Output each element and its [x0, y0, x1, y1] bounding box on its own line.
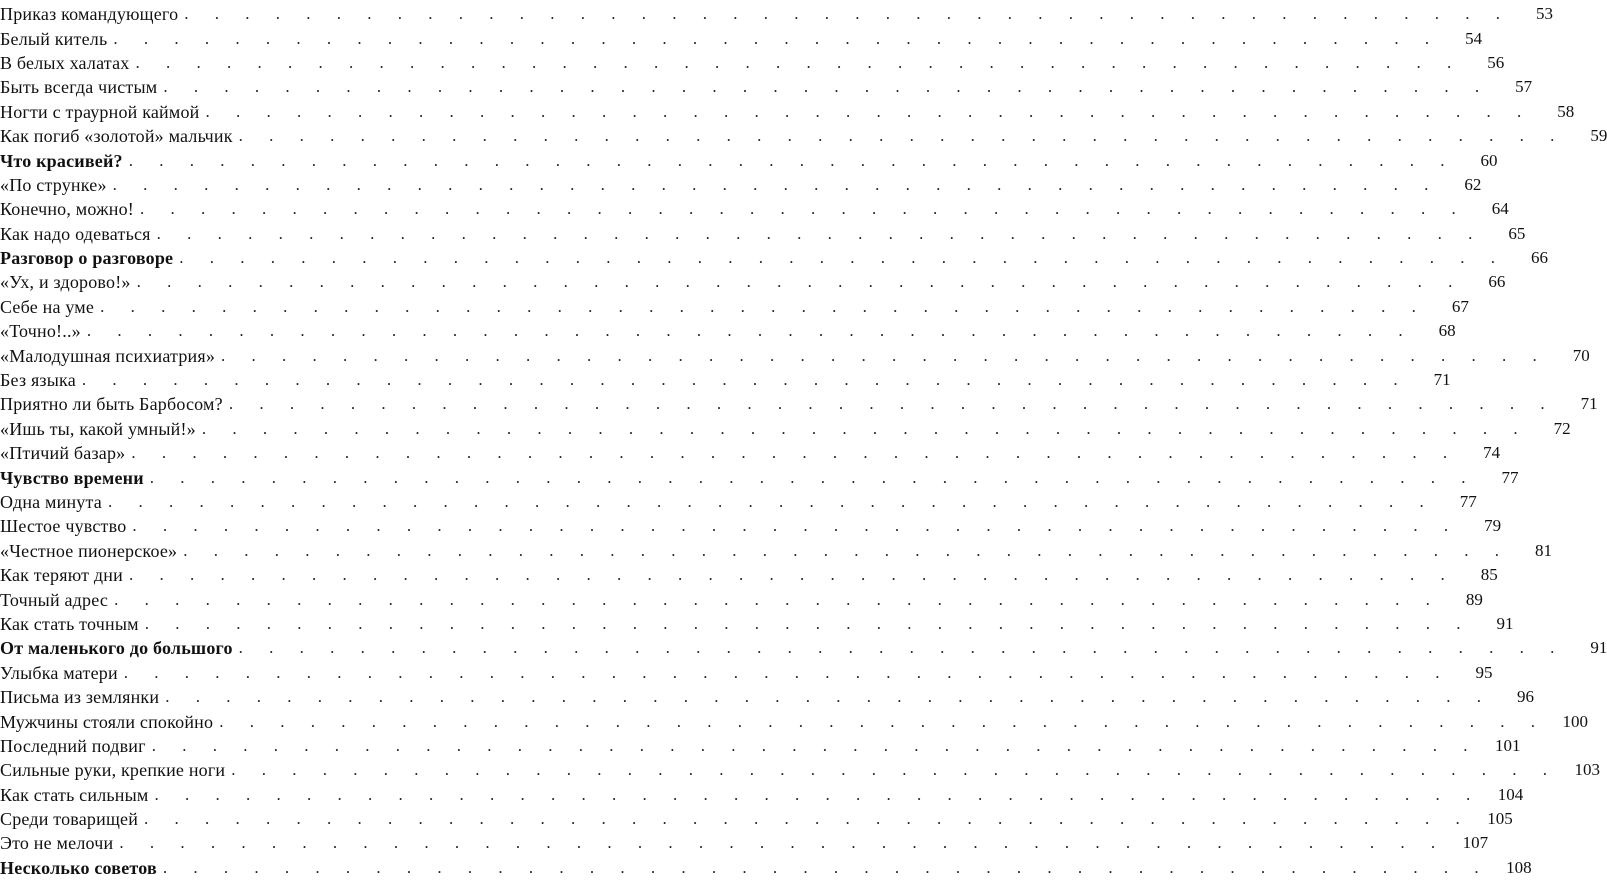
- toc-dot-leader: . . . . . . . . . . . . . . . . . . . . . . . . . . . . . . . . . . . . . . . . . . . .: [154, 784, 1482, 804]
- toc-entry: [0, 26, 1483, 50]
- toc-entry-title: «Честное пионерское»: [0, 540, 178, 561]
- toc-entry: [0, 514, 1502, 538]
- toc-entry: [0, 490, 1477, 514]
- toc-entry: [0, 587, 1483, 611]
- toc-entry-title: Несколько советов: [0, 857, 157, 878]
- toc-entry-title: «Ишь ты, какой умный!»: [0, 418, 196, 439]
- toc-entry: [0, 2, 1554, 26]
- toc-entry: [0, 222, 1526, 246]
- toc-entry: [0, 831, 1489, 855]
- toc-entry-title: Чувство времени: [0, 467, 144, 488]
- toc-entry-title: Ногти с траурной каймой: [0, 101, 200, 122]
- toc-page-number: 77: [1459, 492, 1477, 511]
- toc-dot-leader: . . . . . . . . . . . . . . . . . . . . . . . . . . . . . . . . . . . . . . . . . . . .: [163, 77, 1491, 97]
- toc-dot-leader: . . . . . . . . . . . . . . . . . . . . . . . . . . . . . . . . . . . . . . . . . . . .: [165, 687, 1492, 707]
- toc-section-heading: [0, 148, 1498, 172]
- toc-dot-leader: . . . . . . . . . . . . . . . . . . . . . . . . . . . . . . . . . . . . . . . . . . . .: [81, 370, 1409, 390]
- toc-dot-leader: . . . . . . . . . . . . . . . . . . . . . . . . . . . . . . . . . . . . . . . . . . . .: [238, 638, 1566, 658]
- toc-entry-title: «Ух, и здорово!»: [0, 272, 131, 293]
- toc-dot-leader: . . . . . . . . . . . . . . . . . . . . . . . . . . . . . . . . . . . . . . . . . . . .: [119, 833, 1447, 853]
- toc-page-number: 100: [1562, 711, 1588, 731]
- toc-page-number: 77: [1501, 467, 1519, 487]
- toc-entry-title: Сильные руки, крепкие ноги: [0, 760, 226, 781]
- toc-page-number: 108: [1506, 857, 1532, 877]
- toc-dot-leader: . . . . . . . . . . . . . . . . . . . . . . . . . . . . . . . . . . . . . . . . . . . .: [100, 296, 1427, 316]
- toc-entry-title: Среди товарищей: [0, 809, 139, 830]
- toc-entry-title: «Малодушная психиатрия»: [0, 345, 216, 366]
- toc-entry: [0, 758, 1601, 782]
- toc-page-number: 96: [1516, 687, 1534, 707]
- toc-entry: [0, 783, 1524, 807]
- toc-entry: [0, 173, 1482, 197]
- toc-page-number: 101: [1494, 735, 1521, 755]
- toc-page-number: 58: [1557, 101, 1575, 121]
- toc-dot-leader: . . . . . . . . . . . . . . . . . . . . . . . . . . . . . . . . . . . . . . . . . . . .: [144, 613, 1472, 633]
- toc-section-heading: [0, 246, 1548, 270]
- toc-dot-leader: . . . . . . . . . . . . . . . . . . . . . . . . . . . . . . . . . . . . . . . . . . . .: [221, 345, 1548, 365]
- toc-page-number: 71: [1433, 370, 1451, 390]
- toc-dot-leader: . . . . . . . . . . . . . . . . . . . . . . . . . . . . . . . . . . . . . . . . . . . .: [131, 443, 1459, 463]
- toc-entry: [0, 100, 1575, 124]
- toc-entry-title: Как стать сильным: [0, 784, 149, 805]
- toc-entry-title: Одна минута: [0, 492, 102, 512]
- toc-entry: [0, 295, 1469, 319]
- toc-entry-title: Улыбка матери: [0, 662, 118, 683]
- toc-entry-title: Это не мелочи: [0, 833, 114, 854]
- toc-entry: [0, 661, 1493, 685]
- toc-page-number: 66: [1530, 248, 1548, 268]
- toc-entry-title: Приятно ли быть Барбосом?: [0, 394, 223, 415]
- toc-dot-leader: . . . . . . . . . . . . . . . . . . . . . . . . . . . . . . . . . . . . . . . . . . . .: [144, 809, 1471, 829]
- toc-dot-leader: . . . . . . . . . . . . . . . . . . . . . . . . . . . . . . . . . . . . . . . . . . . .: [112, 174, 1440, 194]
- toc-dot-leader: . . . . . . . . . . . . . . . . . . . . . . . . . . . . . . . . . . . . . . . . . . . .: [128, 150, 1456, 170]
- toc-dot-leader: . . . . . . . . . . . . . . . . . . . . . . . . . . . . . . . . . . . . . . . . . . . .: [86, 321, 1414, 341]
- toc-entry: [0, 75, 1533, 99]
- toc-page-number: 70: [1572, 345, 1590, 365]
- toc-page-number: 72: [1553, 418, 1571, 438]
- toc-page-number: 59: [1590, 126, 1607, 146]
- toc-entry-title: От маленького до большого: [0, 638, 233, 659]
- toc-entry: [0, 51, 1505, 75]
- toc-page-number: 104: [1497, 784, 1524, 804]
- toc-dot-leader: . . . . . . . . . . . . . . . . . . . . . . . . . . . . . . . . . . . . . . . . . . . .: [107, 492, 1435, 511]
- toc-entry-title: Письма из землянки: [0, 687, 160, 708]
- toc-entry-title: Что красивей?: [0, 150, 123, 171]
- toc-section-heading: [0, 465, 1519, 489]
- toc-entry-title: Как теряют дни: [0, 565, 123, 586]
- toc-page-number: 67: [1451, 296, 1469, 316]
- toc-entry-title: В белых халатах: [0, 52, 130, 73]
- toc-entry-title: Последний подвиг: [0, 735, 146, 756]
- toc-dot-leader: . . . . . . . . . . . . . . . . . . . . . . . . . . . . . . . . . . . . . . . . . . . .: [238, 126, 1566, 146]
- toc-page-number: 53: [1536, 4, 1554, 24]
- toc-dot-leader: . . . . . . . . . . . . . . . . . . . . . . . . . . . . . . . . . . . . . . . . . . . .: [132, 516, 1460, 536]
- toc-dot-leader: . . . . . . . . . . . . . . . . . . . . . . . . . . . . . . . . . . . . . . . . . . . .: [149, 467, 1477, 487]
- toc-section-heading: [0, 856, 1532, 880]
- toc-page-number: 56: [1487, 52, 1505, 72]
- toc-page-number: 95: [1475, 662, 1493, 682]
- toc-entry-title: Как погиб «золотой» мальчик: [0, 126, 233, 147]
- toc-entry: [0, 734, 1521, 758]
- toc-dot-leader: . . . . . . . . . . . . . . . . . . . . . . . . . . . . . . . . . . . . . . . . . . . .: [136, 272, 1464, 292]
- toc-entry: [0, 392, 1598, 416]
- toc-dot-leader: . . . . . . . . . . . . . . . . . . . . . . . . . . . . . . . . . . . . . . . . . . . .: [219, 711, 1546, 731]
- toc-entry-title: Как стать точным: [0, 613, 139, 634]
- toc-entry: [0, 343, 1590, 367]
- toc-entry: [0, 612, 1514, 636]
- toc-page-number: 71: [1580, 394, 1598, 414]
- toc-entry-title: Точный адрес: [0, 589, 109, 610]
- toc-dot-leader: . . . . . . . . . . . . . . . . . . . . . . . . . . . . . . . . . . . . . . . . . . . .: [113, 28, 1441, 48]
- toc-entry-title: Мужчины стояли спокойно: [0, 711, 214, 732]
- toc-dot-leader: . . . . . . . . . . . . . . . . . . . . . . . . . . . . . . . . . . . . . . . . . . . .: [231, 760, 1559, 780]
- toc-entry: [0, 709, 1588, 733]
- toc-entry: [0, 417, 1571, 441]
- toc-dot-leader: . . . . . . . . . . . . . . . . . . . . . . . . . . . . . . . . . . . . . . . . . . . .: [139, 199, 1467, 219]
- toc-dot-leader: . . . . . . . . . . . . . . . . . . . . . . . . . . . . . . . . . . . . . . . . . . . .: [156, 223, 1484, 243]
- toc-dot-leader: . . . . . . . . . . . . . . . . . . . . . . . . . . . . . . . . . . . . . . . . . . . .: [128, 565, 1456, 585]
- toc-page-number: 64: [1491, 199, 1509, 219]
- toc-dot-leader: . . . . . . . . . . . . . . . . . . . . . . . . . . . . . . . . . . . . . . . . . . . .: [184, 4, 1512, 24]
- toc-page-number: 79: [1484, 516, 1502, 536]
- toc-entry-title: Как надо одеваться: [0, 223, 151, 244]
- toc-page-number: 89: [1465, 589, 1483, 609]
- toc-dot-leader: . . . . . . . . . . . . . . . . . . . . . . . . . . . . . . . . . . . . . . . . . . . .: [183, 540, 1510, 560]
- toc-page-number: 74: [1483, 443, 1501, 463]
- toc-page-number: 103: [1574, 760, 1601, 780]
- toc-page-number: 57: [1515, 77, 1533, 97]
- toc-section-heading: [0, 636, 1607, 660]
- toc-page-number: 65: [1508, 223, 1526, 243]
- toc-page-number: 60: [1480, 150, 1498, 170]
- toc-page-number: 107: [1462, 833, 1489, 853]
- toc-entry-title: «Птичий базар»: [0, 443, 126, 464]
- toc-dot-leader: . . . . . . . . . . . . . . . . . . . . . . . . . . . . . . . . . . . . . . . . . . . .: [201, 418, 1529, 438]
- toc-entry-title: Разговор о разговоре: [0, 248, 174, 269]
- toc-page-number: 62: [1464, 174, 1482, 194]
- toc-page-number: 68: [1438, 321, 1456, 341]
- table-of-contents: [0, 2, 1607, 880]
- toc-page-number: 81: [1535, 540, 1552, 560]
- toc-entry: [0, 319, 1456, 343]
- toc-entry: [0, 539, 1552, 563]
- toc-entry-title: Шестое чувство: [0, 516, 127, 537]
- toc-dot-leader: . . . . . . . . . . . . . . . . . . . . . . . . . . . . . . . . . . . . . . . . . . . .: [179, 248, 1506, 268]
- toc-dot-leader: . . . . . . . . . . . . . . . . . . . . . . . . . . . . . . . . . . . . . . . . . . . .: [205, 101, 1533, 121]
- toc-dot-leader: . . . . . . . . . . . . . . . . . . . . . . . . . . . . . . . . . . . . . . . . . . . .: [135, 52, 1463, 72]
- toc-page-number: 54: [1465, 28, 1483, 48]
- toc-entry: [0, 441, 1501, 465]
- toc-page-number: 105: [1487, 809, 1513, 829]
- toc-dot-leader: . . . . . . . . . . . . . . . . . . . . . . . . . . . . . . . . . . . . . . . . . . . .: [151, 735, 1479, 755]
- toc-dot-leader: . . . . . . . . . . . . . . . . . . . . . . . . . . . . . . . . . . . . . . . . . . . .: [114, 589, 1441, 609]
- toc-dot-leader: . . . . . . . . . . . . . . . . . . . . . . . . . . . . . . . . . . . . . . . . . . . .: [123, 662, 1451, 682]
- toc-entry-title: Себе на уме: [0, 296, 95, 317]
- toc-page-number: 85: [1480, 565, 1498, 585]
- toc-entry-title: Белый китель: [0, 28, 108, 49]
- toc-entry-title: «Точно!..»: [0, 321, 81, 342]
- toc-entry-title: «По струнке»: [0, 174, 107, 195]
- toc-entry-title: Без языка: [0, 370, 76, 391]
- toc-entry-title: Приказ командующего: [0, 4, 179, 25]
- toc-entry: [0, 368, 1451, 392]
- toc-entry: [0, 685, 1534, 709]
- toc-entry: [0, 124, 1607, 148]
- toc-page-number: 91: [1590, 638, 1607, 658]
- toc-entry: [0, 197, 1509, 221]
- toc-entry: [0, 270, 1506, 294]
- toc-page-number: 91: [1496, 613, 1514, 633]
- toc-page-number: 66: [1488, 272, 1506, 292]
- toc-entry: [0, 563, 1498, 587]
- toc-entry: [0, 807, 1513, 831]
- toc-entry-title: Быть всегда чистым: [0, 77, 158, 98]
- toc-entry-title: Конечно, можно!: [0, 199, 134, 220]
- toc-dot-leader: . . . . . . . . . . . . . . . . . . . . . . . . . . . . . . . . . . . . . . . . . . . .: [228, 394, 1556, 414]
- toc-dot-leader: . . . . . . . . . . . . . . . . . . . . . . . . . . . . . . . . . . . . . . . . . . . .: [162, 857, 1490, 877]
